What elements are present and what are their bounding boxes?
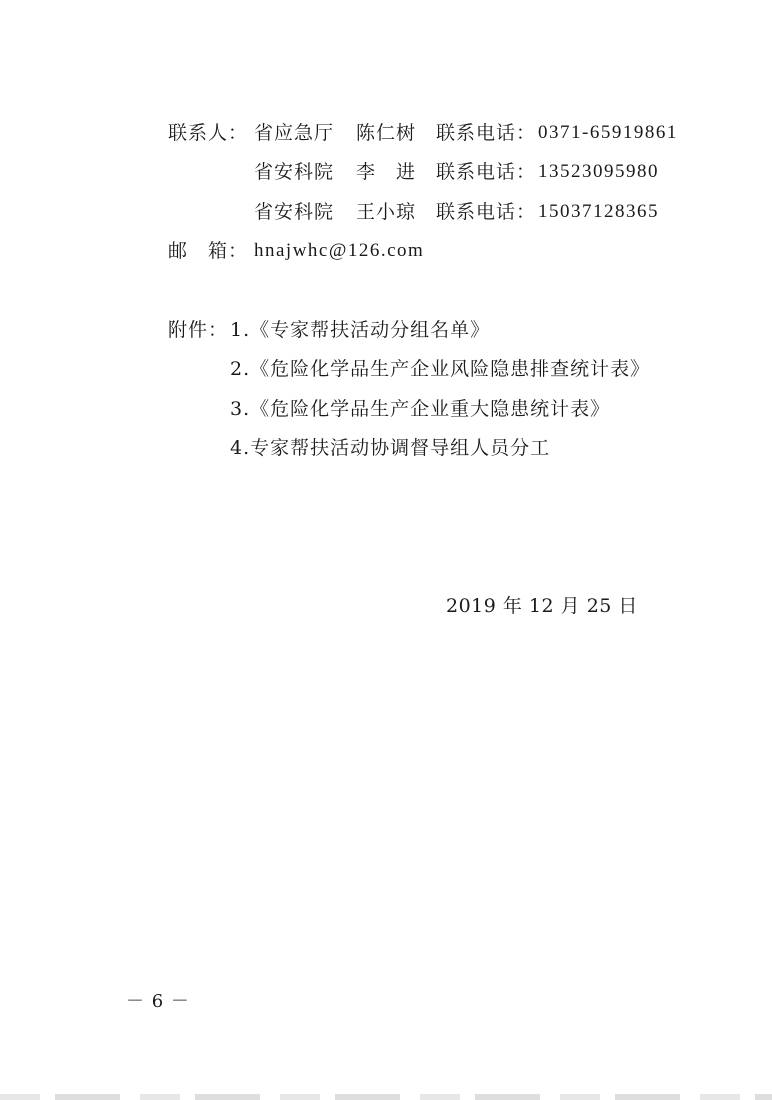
contact-label: 联系人： [168,122,249,144]
attachments-label: 附件： [168,319,229,341]
contact-phone-label: 联系电话： [436,122,537,144]
attachment-item: 2.《危险化学品生产企业风险隐患排查统计表》 [230,358,651,380]
scan-edge-artifact [0,1094,772,1100]
email-address: hnajwhc@126.com [254,240,425,261]
attachment-item: 3.《危险化学品生产企业重大隐患统计表》 [230,398,611,420]
contact-name: 王小琼 [356,201,417,223]
contact-name: 陈仁树 [356,122,417,144]
contact-phone-label: 联系电话： [436,201,537,223]
contact-name: 李 进 [356,161,417,183]
contact-phone-label: 联系电话： [436,161,537,183]
document-date: 2019 年 12 月 25 日 [446,595,638,617]
contact-org: 省安科院 [254,201,335,223]
email-label: 邮 箱： [168,240,249,262]
contact-phone: 0371-65919861 [538,122,678,143]
contact-phone: 15037128365 [538,201,659,222]
page-number: － 6 － [126,991,190,1012]
contact-org: 省应急厅 [254,122,335,144]
attachment-item: 1.《专家帮扶活动分组名单》 [230,319,491,341]
attachment-item: 4.专家帮扶活动协调督导组人员分工 [230,437,551,459]
contact-phone: 13523095980 [538,161,659,182]
contact-org: 省安科院 [254,161,335,183]
